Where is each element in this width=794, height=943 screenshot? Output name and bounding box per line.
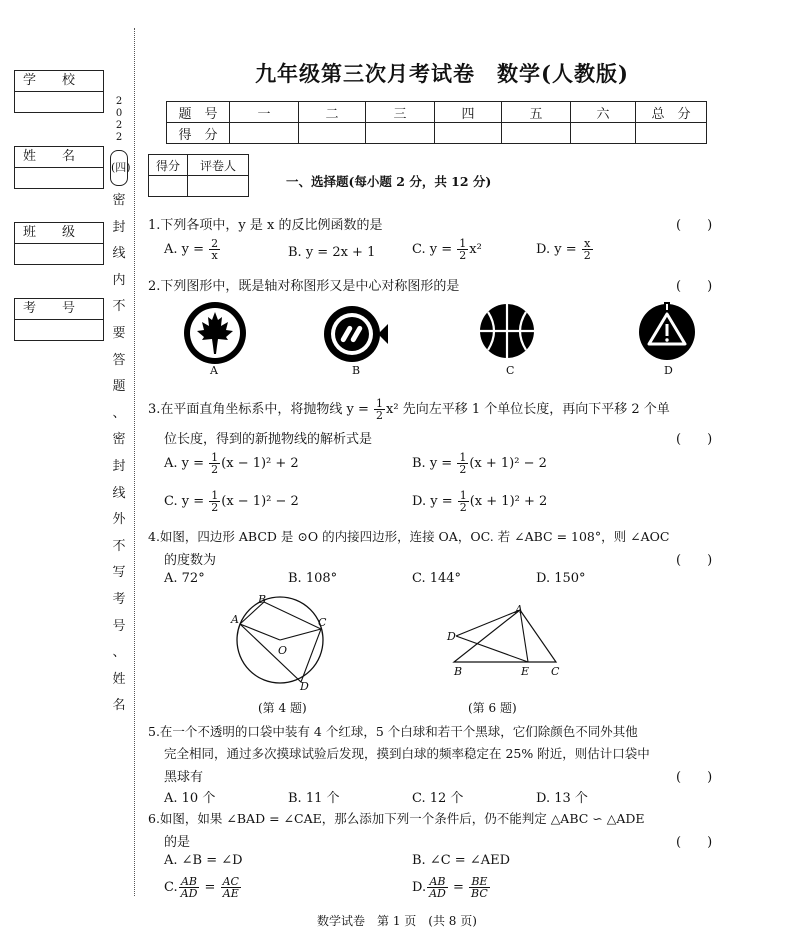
seal-char: 题: [112, 379, 126, 395]
exam-number-field[interactable]: [14, 298, 104, 341]
seal-char: 线: [112, 246, 126, 262]
score-cell[interactable]: [502, 123, 571, 144]
q5-option-c[interactable]: C. 12 个: [412, 791, 464, 806]
score-cell[interactable]: [230, 123, 299, 144]
seal-char: 线: [112, 485, 126, 501]
q5-answer-paren[interactable]: ( ): [676, 770, 713, 785]
q3-option-a[interactable]: A. y = $\frac{1}{2}$ (x − 1)² + 2: [164, 451, 299, 476]
figure-6-caption: (第 6 题): [468, 701, 517, 715]
class-field[interactable]: [14, 222, 104, 265]
figure-6-triangle-diagram: [444, 598, 566, 672]
grader-name-cell[interactable]: [188, 176, 249, 197]
figure-4-caption: (第 4 题): [258, 701, 307, 715]
warning-triangle-icon[interactable]: [636, 302, 698, 362]
q4-stem: 4.如图，四边形 ABCD 是 ⊙O 的内接四边形，连接 OA，OC. 若 ∠ABC = 108°，则 ∠AOC: [148, 529, 670, 544]
year-vertical: [112, 96, 126, 144]
fish-logo-icon[interactable]: [322, 302, 390, 366]
q6-option-b[interactable]: B. ∠C = ∠AED: [412, 853, 511, 868]
q1-stem: 1.下列各项中，y 是 x 的反比例函数的是: [148, 218, 383, 233]
score-table: 题 号 一 二 三 四 五 六 总 分 得 分: [166, 101, 707, 144]
score-cell[interactable]: [299, 123, 366, 144]
score-cell[interactable]: [435, 123, 502, 144]
seal-char: 密: [112, 193, 126, 208]
seal-char: 要: [112, 325, 126, 341]
seal-char: 考: [112, 591, 126, 607]
exam-number-label: 考 号: [15, 299, 103, 320]
q6-option-c[interactable]: C. $\frac{AB}{AD}$ = $\frac{AC}{AE}$: [164, 875, 239, 900]
seal-char: 封: [112, 219, 126, 235]
year-digit: 0: [115, 108, 123, 119]
q1-option-c[interactable]: C. y = $\frac{1}{2}$ x²: [412, 237, 482, 262]
q2-label-a: A: [210, 364, 218, 377]
school-field[interactable]: [14, 70, 104, 113]
q2-answer-paren[interactable]: ( ): [676, 279, 713, 294]
q3-answer-paren[interactable]: ( ): [676, 432, 713, 447]
q3-stem: 3.在平面直角坐标系中，将抛物线 y = $\frac{1}{2}$ x² 先向左平移 1 个单位长度，再向下平移 2 个单: [148, 397, 670, 422]
maple-leaf-icon[interactable]: [182, 302, 248, 366]
grader-score-cell[interactable]: [149, 176, 188, 197]
q2-label-c: C: [506, 364, 515, 377]
page-footer: 数学试卷 第 1 页 (共 8 页): [317, 914, 477, 928]
q4-option-c[interactable]: C. 144°: [412, 571, 462, 586]
q4-option-a[interactable]: A. 72°: [164, 571, 205, 586]
seal-char: 不: [112, 299, 126, 315]
name-label: 姓 名: [15, 147, 103, 168]
q1-option-a[interactable]: A. y = $\frac{2}{x}$: [164, 237, 219, 262]
q5-option-b[interactable]: B. 11 个: [288, 791, 340, 806]
q6-option-d[interactable]: D. $\frac{AB}{AD}$ = $\frac{BE}{BC}$: [412, 875, 488, 900]
exam-title: 九年级第三次月考试卷 数学(人教版): [255, 61, 629, 86]
year-digit: 2: [115, 120, 123, 131]
seal-char: 号: [112, 618, 126, 634]
grader-table: 得分 评卷人: [148, 154, 249, 197]
seal-char: 封: [112, 458, 126, 474]
seal-number: (四): [110, 150, 128, 186]
q2-label-b: B: [352, 364, 361, 377]
q6-option-a[interactable]: A. ∠B = ∠D: [164, 853, 243, 868]
year-digit: 2: [115, 132, 123, 143]
q1-option-b[interactable]: B. y = 2x + 1: [288, 245, 376, 260]
q4-answer-paren[interactable]: ( ): [676, 553, 713, 568]
name-field[interactable]: [14, 146, 104, 189]
q6-stem: 6.如图，如果 ∠BAD = ∠CAE，那么添加下列一个条件后，仍不能判定 △ABC ∽ △ADE: [148, 811, 645, 826]
school-label: 学 校: [15, 71, 103, 92]
score-cell[interactable]: [366, 123, 435, 144]
seal-char: 内: [112, 272, 126, 288]
section-heading: 一、选择题(每小题 2 分，共 12 分): [286, 174, 492, 189]
year-digit: 2: [115, 96, 123, 107]
seal-dashed-line: [134, 28, 135, 896]
q4-option-b[interactable]: B. 108°: [288, 571, 338, 586]
q5-stem: 5.在一个不透明的口袋中装有 4 个红球，5 个白球和若干个黑球，它们除颜色不同外其他: [148, 724, 638, 739]
q6-answer-paren[interactable]: ( ): [676, 835, 713, 850]
seal-char: 姓: [112, 671, 126, 687]
q3-option-c[interactable]: C. y = $\frac{1}{2}$ (x − 1)² − 2: [164, 489, 299, 514]
seal-char: 外: [112, 512, 126, 528]
q5-stem-line2: 完全相同，通过多次摸球试验后发现，摸到白球的频率稳定在 25% 附近，则估计口袋中: [164, 746, 650, 761]
q1-answer-paren[interactable]: ( ): [676, 218, 713, 233]
seal-line-text: [110, 150, 131, 720]
q6-stem-line2: 的是: [164, 835, 191, 850]
basketball-icon[interactable]: [478, 302, 536, 362]
class-label: 班 级: [15, 223, 103, 244]
q3-option-d[interactable]: D. y = $\frac{1}{2}$ (x + 1)² + 2: [412, 489, 548, 514]
score-cell[interactable]: [636, 123, 707, 144]
seal-char: 答: [112, 352, 126, 368]
q5-stem-line3: 黑球有: [164, 770, 204, 785]
score-cell[interactable]: [571, 123, 636, 144]
q2-stem: 2.下列图形中，既是轴对称图形又是中心对称图形的是: [148, 279, 460, 294]
q5-option-d[interactable]: D. 13 个: [536, 791, 588, 806]
q2-label-d: D: [664, 364, 673, 377]
q3-option-b[interactable]: B. y = $\frac{1}{2}$ (x + 1)² − 2: [412, 451, 547, 476]
seal-char: 、: [112, 645, 126, 661]
seal-char: 密: [112, 432, 126, 448]
seal-char: 、: [112, 405, 126, 421]
q5-option-a[interactable]: A. 10 个: [164, 791, 216, 806]
seal-char: 不: [112, 538, 126, 554]
seal-char: 名: [112, 698, 126, 714]
q1-option-d[interactable]: D. y = $\frac{x}{2}$: [536, 237, 591, 262]
q4-stem-line2: 的度数为: [164, 553, 217, 568]
q3-stem-line2: 位长度，得到的新抛物线的解析式是: [164, 432, 373, 447]
seal-char: 写: [112, 565, 126, 581]
q4-option-d[interactable]: D. 150°: [536, 571, 586, 586]
